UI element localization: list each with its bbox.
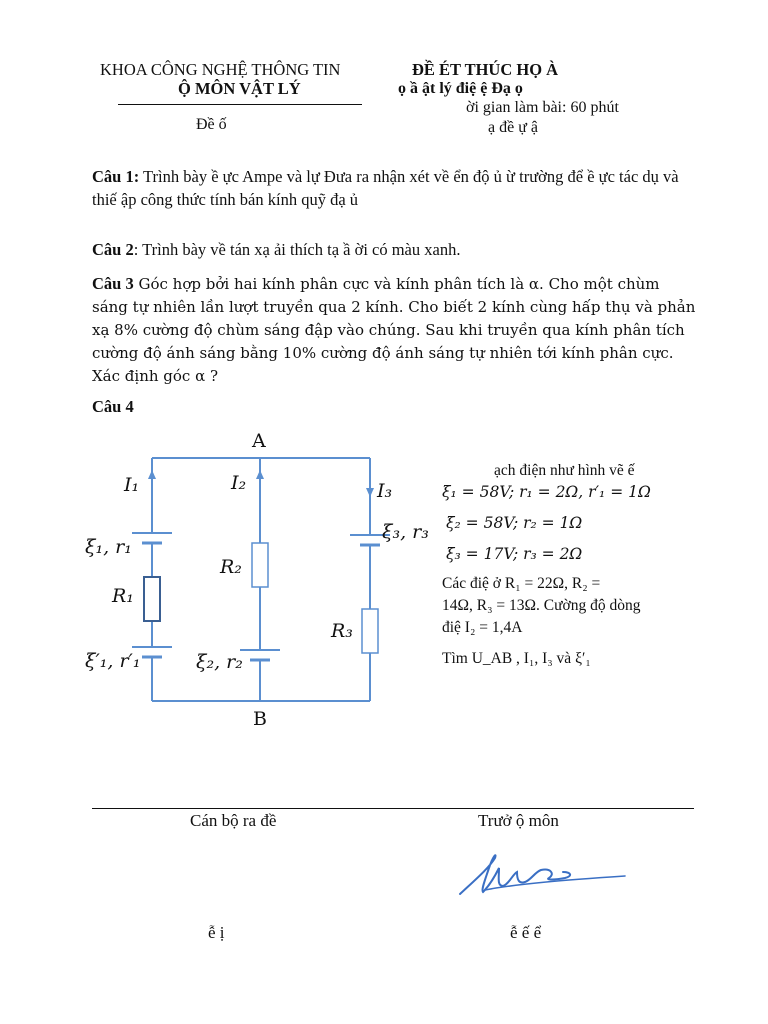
node-b-label: B — [253, 708, 267, 730]
author-title: Cán bộ ra đề — [190, 811, 277, 830]
question-3 — [92, 272, 696, 388]
source-e2-label: ξ₂, r₂ — [196, 651, 243, 673]
resistor-r2-label: R₂ — [220, 556, 242, 578]
arrow-i3 — [366, 488, 374, 497]
source-e3-label: ξ₃, r₃ — [382, 521, 429, 543]
resistor-r3-label: R₃ — [331, 620, 353, 642]
header-divider — [118, 104, 362, 105]
exam-number: Đề ố — [196, 116, 227, 133]
q4-line-7: điệ I₂ = 1,4A — [442, 619, 523, 636]
circuit-diagram — [80, 425, 440, 735]
question-2-label: Câu 2 — [92, 240, 134, 259]
question-1 — [92, 166, 696, 211]
resistor-r1 — [144, 577, 160, 621]
node-a-label: A — [252, 430, 266, 452]
author-name: ễ ị — [208, 923, 225, 942]
resistor-r3 — [362, 609, 378, 653]
q4-line-8: Tìm U_AB , I₁, I₃ và ξ′₁ — [442, 650, 591, 667]
department-name: Ộ MÔN VẬT LÝ — [178, 79, 301, 98]
exam-time: ời gian làm bài: 60 phút — [466, 99, 619, 116]
source-e1-label: ξ₁, r₁ — [85, 536, 132, 558]
q4-line-4: ξ₃ = 17V; r₃ = 2Ω — [446, 545, 583, 563]
head-name: ễ ế ể — [510, 923, 542, 942]
q4-line-2: ξ₁ = 58V; r₁ = 2Ω, r′₁ = 1Ω — [442, 483, 651, 501]
footer-divider — [92, 808, 694, 809]
question-2 — [92, 239, 696, 262]
question-2-text: : Trình bày về tán xạ ải thích tạ ầ ời có màu xanh. — [133, 240, 461, 259]
q4-line-5: Các điệ ở R₁ = 22Ω, R₂ = — [442, 575, 601, 592]
exam-subject: ọ ầ ật lý điệ ệ Đạ ọ — [398, 80, 523, 97]
current-i3-label: I₃ — [377, 480, 393, 502]
signature — [455, 850, 635, 902]
arrow-i1 — [148, 470, 156, 479]
question-3-text: Góc hợp bởi hai kính phân cực và kính phân tích là α. Cho một chùm sáng tự nhiên lần lượt truyền qua 2 kính. Cho biết 2 kính cùng hấp thụ và phản xạ 8% cường độ chùm sáng đập vào chúng. Sau khi truyền qua kính phân tích cường độ ánh sáng bằng 10% cường độ ánh sáng tự nhiên tới kính phân cực. Xác định góc α ? — [92, 275, 696, 385]
exam-title: ĐỀ ÉT THÚC HỌ À — [412, 60, 559, 79]
source-e1-prime-label: ξ′₁, r′₁ — [85, 650, 141, 672]
q4-line-6: 14Ω, R₃ = 13Ω. Cường độ dòng — [442, 597, 641, 614]
head-title: Trưở ộ môn — [478, 811, 559, 830]
arrow-i2 — [256, 470, 264, 479]
exam-note: ạ đề ự ậ — [488, 119, 538, 136]
current-i2-label: I₂ — [231, 472, 247, 494]
faculty-name: KHOA CÔNG NGHỆ THÔNG TIN — [100, 60, 341, 79]
question-3-label: Câu 3 — [92, 274, 134, 293]
q4-line-3: ξ₂ = 58V; r₂ = 1Ω — [446, 514, 583, 532]
current-i1-label: I₁ — [124, 474, 140, 496]
question-1-label: Câu 1: — [92, 167, 140, 186]
resistor-r2 — [252, 543, 268, 587]
resistor-r1-label: R₁ — [112, 585, 134, 607]
question-4-label: Câu 4 — [92, 397, 134, 416]
q4-line-1: ạch điện như hình vẽ ế — [494, 462, 635, 479]
question-1-text: Trình bày ề ực Ampe và lự Đưa ra nhận xét về ển độ ủ ừ trường để ề ực tác dụ và thiế ập công thức tính bán kính quỹ đạ ủ — [92, 167, 679, 209]
